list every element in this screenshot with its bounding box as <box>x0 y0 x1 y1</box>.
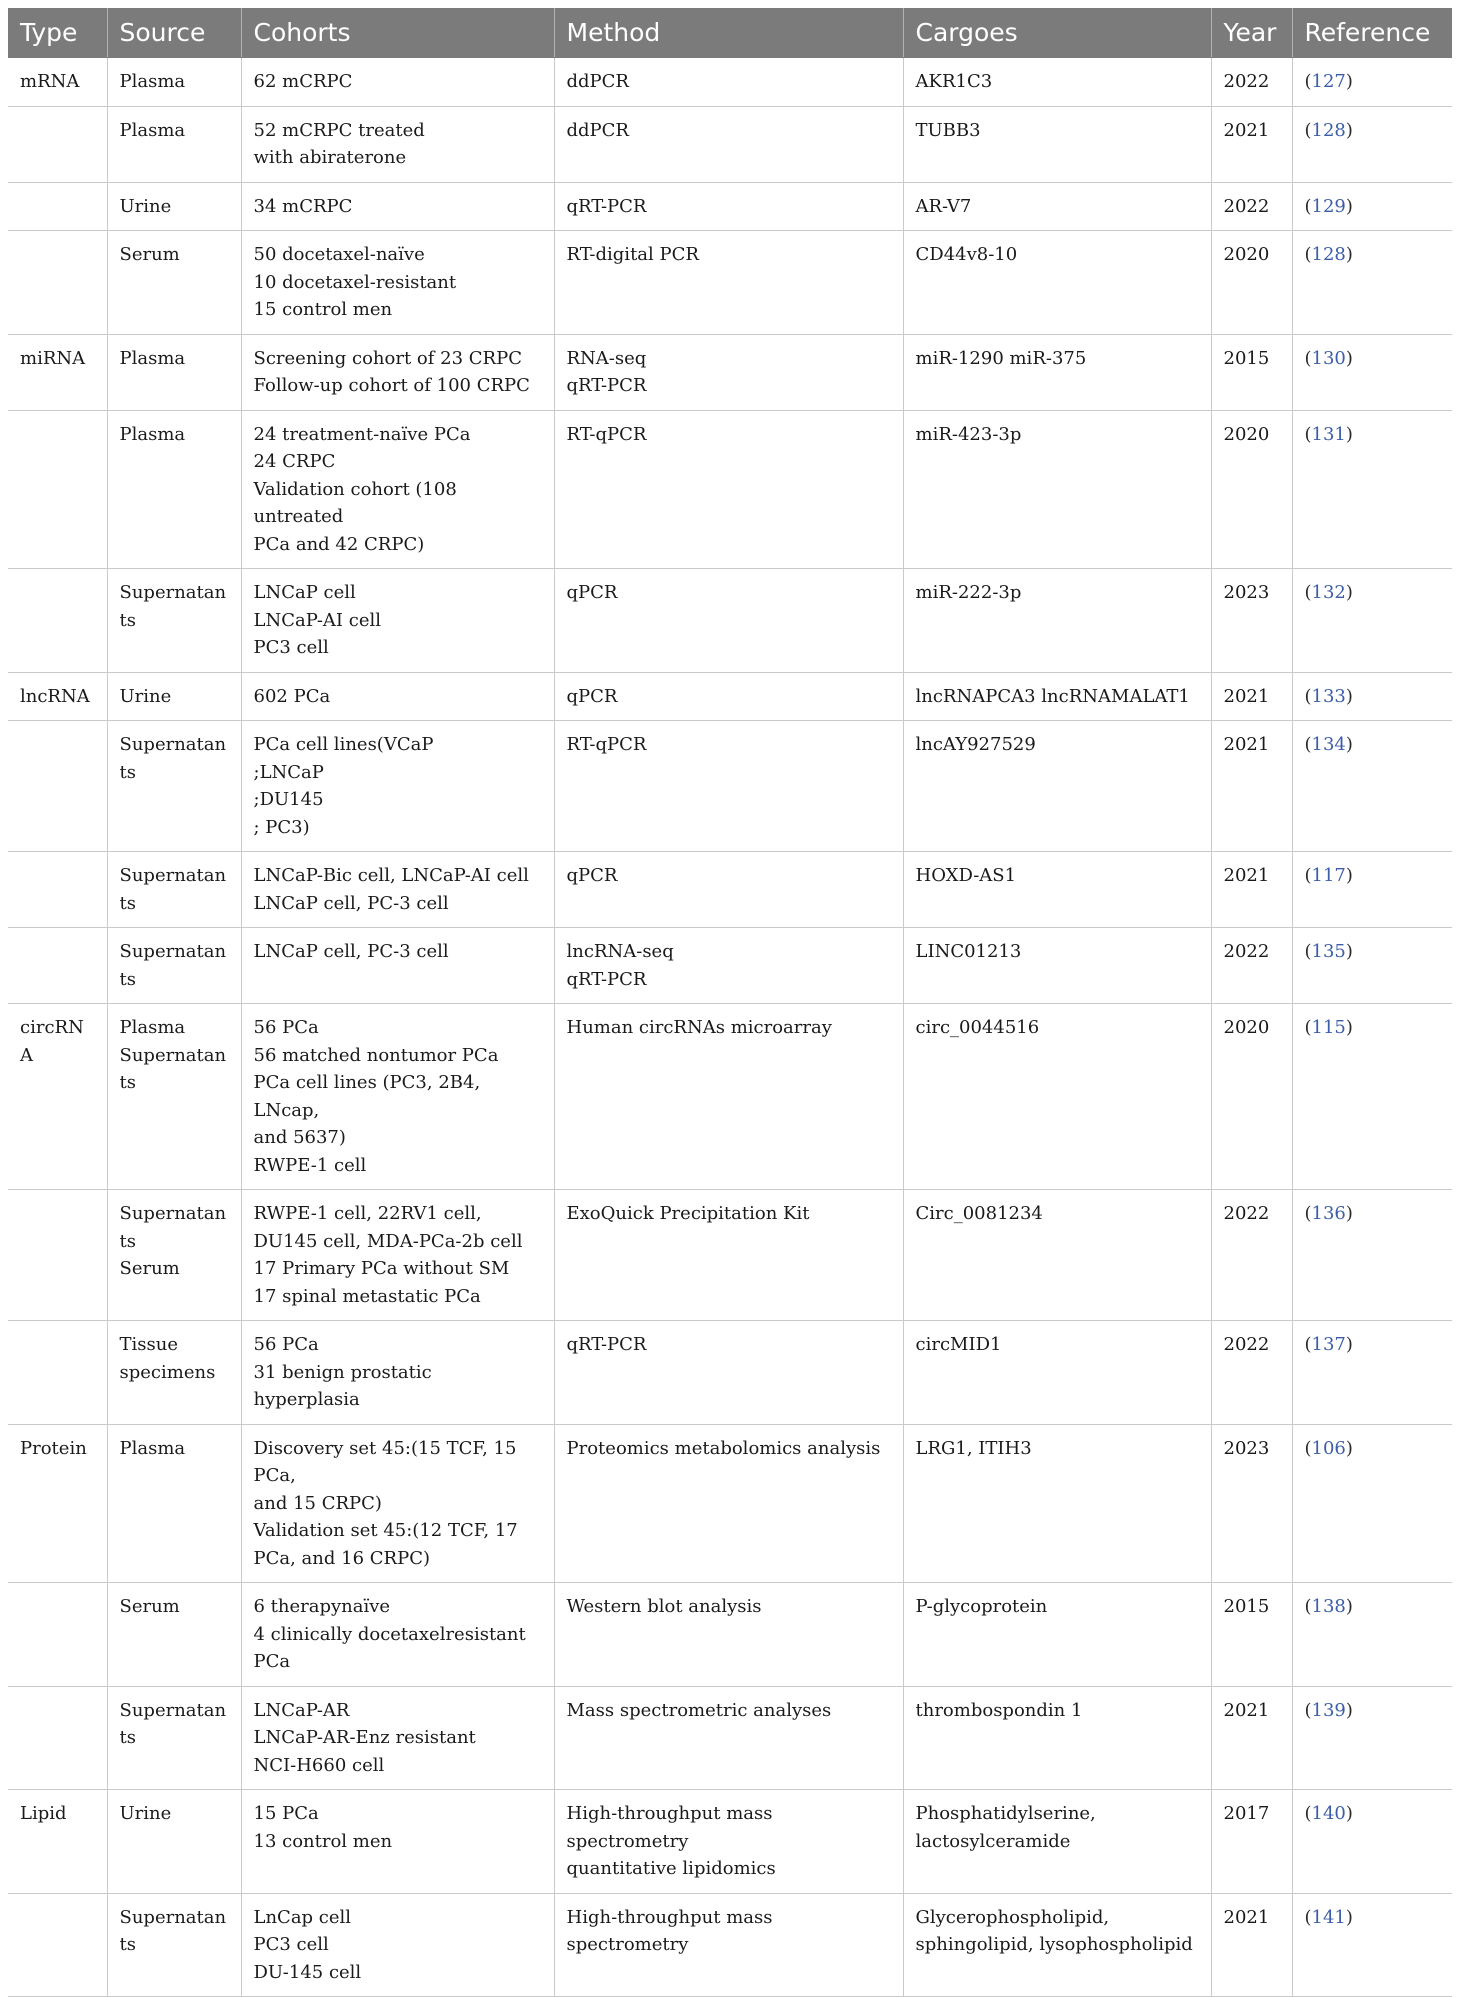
cell-source <box>107 410 241 569</box>
cohorts-line: 24 CRPC <box>253 451 336 472</box>
cell-type: mRNA <box>8 58 107 107</box>
cell-source <box>107 231 241 335</box>
table-row <box>8 1893 1452 1997</box>
cell-source <box>107 1686 241 1790</box>
cell-year: 2022 <box>1211 928 1292 1004</box>
cell-cargoes <box>903 569 1211 673</box>
cargoes-line: circMID1 <box>915 1334 1002 1355</box>
cohorts-line: Validation cohort (108 untreated <box>253 478 457 527</box>
cell-reference: (140) <box>1292 1790 1452 1894</box>
cell-source <box>107 1004 241 1190</box>
cell-cohorts <box>241 721 554 852</box>
cell-cohorts <box>241 1583 554 1687</box>
cargoes-line: Circ_0081234 <box>915 1203 1043 1224</box>
cell-reference: (141) <box>1292 1893 1452 1997</box>
cell-reference: (128) <box>1292 106 1452 182</box>
cell-reference: (135) <box>1292 928 1452 1004</box>
cohorts-line: 50 docetaxel-naïve <box>253 244 425 265</box>
source-line: Plasma <box>119 119 186 141</box>
cargoes-line: AKR1C3 <box>915 71 993 92</box>
cell-method <box>554 1004 903 1190</box>
reference-link[interactable]: 137 <box>1311 1334 1346 1355</box>
method-line: Western blot analysis <box>566 1596 762 1617</box>
column-header-source: Source <box>107 8 241 58</box>
cell-cohorts <box>241 928 554 1004</box>
cohorts-line: Screening cohort of 23 CRPC <box>253 347 522 369</box>
cell-reference: (133) <box>1292 672 1452 721</box>
cell-cargoes <box>903 1583 1211 1687</box>
reference-link[interactable]: 141 <box>1311 1906 1346 1928</box>
source-line: Plasma <box>119 1017 186 1038</box>
method-line: ddPCR <box>566 119 629 141</box>
reference-link[interactable]: 138 <box>1311 1596 1346 1617</box>
source-line: Supernatants <box>119 1699 227 1748</box>
cell-cargoes <box>903 1004 1211 1190</box>
method-line: High-throughput mass spectrometry <box>566 1906 773 1955</box>
table-row <box>8 410 1452 569</box>
cell-reference: (131) <box>1292 410 1452 569</box>
method-line: High-throughput mass spectrometry <box>566 1803 773 1852</box>
reference-link[interactable]: 129 <box>1311 195 1346 217</box>
cell-year: 2015 <box>1211 1583 1292 1687</box>
cell-reference: (127) <box>1292 58 1452 107</box>
source-line: Plasma <box>119 423 186 445</box>
cohorts-line: 31 benign prostatic hyperplasia <box>253 1361 432 1410</box>
cohorts-line: Follow-up cohort of 100 CRPC <box>253 375 530 396</box>
cohorts-line: ;DU145 <box>253 789 324 810</box>
reference-link[interactable]: 135 <box>1311 941 1346 962</box>
cell-method <box>554 1190 903 1321</box>
cargoes-line: miR-423-3p <box>915 423 1022 445</box>
cohorts-line: PC3 cell <box>253 637 329 658</box>
cell-cohorts <box>241 1790 554 1894</box>
cell-year: 2021 <box>1211 1893 1292 1997</box>
table-row <box>8 928 1452 1004</box>
cell-type: Lipid <box>8 1790 107 1894</box>
cohorts-line: with abiraterone <box>253 147 407 168</box>
source-line: Supernatants <box>119 1044 227 1093</box>
source-line: Supernatants <box>119 734 227 783</box>
cohorts-line: 56 matched nontumor PCa <box>253 1044 499 1066</box>
cell-method <box>554 334 903 410</box>
cell-year: 2021 <box>1211 672 1292 721</box>
method-line: ExoQuick Precipitation Kit <box>566 1203 810 1224</box>
cohorts-line: 62 mCRPC <box>253 71 353 92</box>
cell-reference: (138) <box>1292 1583 1452 1687</box>
cell-source <box>107 106 241 182</box>
cell-reference: (136) <box>1292 1190 1452 1321</box>
cell-source <box>107 1321 241 1425</box>
cargoes-line: AR-V7 <box>915 195 972 217</box>
cell-year: 2020 <box>1211 231 1292 335</box>
source-line: Urine <box>119 1803 172 1824</box>
cell-source <box>107 569 241 673</box>
cell-method <box>554 569 903 673</box>
cargoes-line: LRG1, ITIH3 <box>915 1437 1032 1459</box>
cell-type <box>8 182 107 231</box>
cell-cohorts <box>241 1424 554 1583</box>
cell-source <box>107 721 241 852</box>
reference-link[interactable]: 130 <box>1311 347 1346 369</box>
cargoes-line: lactosylceramide <box>915 1830 1071 1852</box>
cohorts-line: ; PC3) <box>253 816 310 838</box>
cohorts-line: PCa, and 16 CRPC) <box>253 1547 430 1569</box>
cohorts-line: 17 spinal metastatic PCa <box>253 1285 481 1307</box>
cohorts-line: 24 treatment-naïve PCa <box>253 423 471 445</box>
cell-year: 2022 <box>1211 182 1292 231</box>
cohorts-line: PCa cell lines(VCaP <box>253 734 434 755</box>
method-line: quantitative lipidomics <box>566 1858 776 1879</box>
cell-type <box>8 1893 107 1997</box>
reference-link[interactable]: 106 <box>1311 1437 1346 1459</box>
cell-method <box>554 672 903 721</box>
column-header-reference: Reference <box>1292 8 1452 58</box>
table-row <box>8 1321 1452 1425</box>
cell-cargoes <box>903 1424 1211 1583</box>
method-line: RT-qPCR <box>566 734 647 755</box>
cell-type: lncRNA <box>8 672 107 721</box>
cell-type <box>8 852 107 928</box>
column-header-method: Method <box>554 8 903 58</box>
cohorts-line: Discovery set 45:(15 TCF, 15 PCa, <box>253 1437 517 1486</box>
table-row <box>8 1790 1452 1894</box>
table-row <box>8 569 1452 673</box>
cell-cargoes <box>903 928 1211 1004</box>
cell-cargoes <box>903 721 1211 852</box>
cell-method <box>554 182 903 231</box>
cohorts-line: and 15 CRPC) <box>253 1492 382 1514</box>
cell-year: 2021 <box>1211 106 1292 182</box>
cell-cohorts <box>241 852 554 928</box>
cell-cohorts <box>241 1004 554 1190</box>
cargoes-line: sphingolipid, lysophospholipid <box>915 1934 1193 1955</box>
cargoes-line: lncRNAPCA3 lncRNAMALAT1 <box>915 685 1190 707</box>
cell-cargoes <box>903 58 1211 107</box>
cell-cargoes <box>903 1190 1211 1321</box>
cell-reference: (130) <box>1292 334 1452 410</box>
table-row <box>8 58 1452 107</box>
cell-method <box>554 58 903 107</box>
cohorts-line: LNCaP-AR <box>253 1699 350 1721</box>
cell-method <box>554 721 903 852</box>
reference-link[interactable]: 127 <box>1311 71 1346 92</box>
cell-source <box>107 334 241 410</box>
cell-type <box>8 410 107 569</box>
cell-type: Protein <box>8 1424 107 1583</box>
column-header-year: Year <box>1211 8 1292 58</box>
source-line: Plasma <box>119 1437 186 1459</box>
cell-year: 2022 <box>1211 1321 1292 1425</box>
cell-source <box>107 1424 241 1583</box>
source-line: Supernatants <box>119 865 227 914</box>
cohorts-line: 13 control men <box>253 1830 393 1852</box>
cell-year: 2023 <box>1211 1424 1292 1583</box>
cohorts-line: LNCaP-AI cell <box>253 609 381 631</box>
cell-source <box>107 58 241 107</box>
cell-reference: (129) <box>1292 182 1452 231</box>
table-row <box>8 334 1452 410</box>
cell-method <box>554 928 903 1004</box>
cell-reference: (139) <box>1292 1686 1452 1790</box>
cell-year: 2020 <box>1211 1004 1292 1190</box>
table-row <box>8 721 1452 852</box>
cell-source <box>107 1790 241 1894</box>
cell-cohorts <box>241 182 554 231</box>
cell-reference: (106) <box>1292 1424 1452 1583</box>
cargoes-line: circ_0044516 <box>915 1017 1040 1038</box>
cell-cargoes <box>903 852 1211 928</box>
method-line: RNA-seq <box>566 347 647 369</box>
cell-type <box>8 1583 107 1687</box>
cell-source <box>107 852 241 928</box>
cargoes-line: CD44v8-10 <box>915 244 1018 265</box>
cell-type <box>8 231 107 335</box>
cell-method <box>554 1686 903 1790</box>
cohorts-line: LNCaP cell <box>253 582 356 603</box>
cell-year: 2015 <box>1211 334 1292 410</box>
table-row <box>8 182 1452 231</box>
reference-link[interactable]: 140 <box>1311 1803 1346 1824</box>
cell-reference: (132) <box>1292 569 1452 673</box>
cell-cargoes <box>903 1893 1211 1997</box>
method-line: qRT-PCR <box>566 375 647 396</box>
cohorts-line: 602 PCa <box>253 685 331 707</box>
cell-cargoes <box>903 1790 1211 1894</box>
source-line: Serum <box>119 1596 180 1617</box>
cell-reference: (134) <box>1292 721 1452 852</box>
reference-link[interactable]: 115 <box>1311 1017 1346 1038</box>
method-line: ddPCR <box>566 71 629 92</box>
cell-type: miRNA <box>8 334 107 410</box>
cohorts-line: PCa cell lines (PC3, 2B4, LNcap, <box>253 1072 481 1121</box>
cell-type <box>8 1321 107 1425</box>
cohorts-line: 56 PCa <box>253 1334 319 1355</box>
cargoes-line: miR-222-3p <box>915 582 1022 603</box>
method-line: qRT-PCR <box>566 968 647 990</box>
cell-cohorts <box>241 410 554 569</box>
cell-reference: (128) <box>1292 231 1452 335</box>
cell-source <box>107 1190 241 1321</box>
cell-cargoes <box>903 1686 1211 1790</box>
cohorts-line: 15 control men <box>253 299 393 320</box>
method-line: RT-digital PCR <box>566 244 699 265</box>
cohorts-line: NCI-H660 cell <box>253 1754 385 1776</box>
data-table <box>8 8 1452 1997</box>
cell-cargoes <box>903 106 1211 182</box>
cell-type: circRNA <box>8 1004 107 1190</box>
cargoes-line: Glycerophospholipid, <box>915 1906 1110 1928</box>
method-line: Human circRNAs microarray <box>566 1017 832 1038</box>
cell-cohorts <box>241 1190 554 1321</box>
cohorts-line: RWPE-1 cell <box>253 1154 367 1176</box>
method-line: lncRNA-seq <box>566 941 674 962</box>
cohorts-line: Validation set 45:(12 TCF, 17 <box>253 1520 518 1541</box>
cell-cohorts <box>241 106 554 182</box>
column-header-cohorts: Cohorts <box>241 8 554 58</box>
cell-year: 2022 <box>1211 58 1292 107</box>
table-row <box>8 852 1452 928</box>
cargoes-line: miR-1290 miR-375 <box>915 347 1087 369</box>
cell-type <box>8 721 107 852</box>
cohorts-line: LNCaP cell, PC-3 cell <box>253 892 449 914</box>
cohorts-line: 10 docetaxel-resistant <box>253 271 457 293</box>
source-line: Supernatants <box>119 582 227 631</box>
reference-link[interactable]: 139 <box>1311 1699 1346 1721</box>
method-line: qRT-PCR <box>566 195 647 217</box>
table-row <box>8 1190 1452 1321</box>
cell-cargoes <box>903 334 1211 410</box>
cell-type <box>8 928 107 1004</box>
cell-source <box>107 672 241 721</box>
cohorts-line: 15 PCa <box>253 1803 319 1824</box>
cell-method <box>554 1893 903 1997</box>
cohorts-line: LnCap cell <box>253 1906 352 1928</box>
cell-year: 2017 <box>1211 1790 1292 1894</box>
cohorts-line: 34 mCRPC <box>253 195 353 217</box>
cohorts-line: 17 Primary PCa without SM <box>253 1258 510 1279</box>
cell-cohorts <box>241 1321 554 1425</box>
cohorts-line: PC3 cell <box>253 1934 329 1955</box>
cohorts-line: and 5637) <box>253 1127 346 1148</box>
cell-source <box>107 928 241 1004</box>
cohorts-line: PCa and 42 CRPC) <box>253 533 425 555</box>
cell-method <box>554 1424 903 1583</box>
cell-year: 2021 <box>1211 721 1292 852</box>
cell-year: 2021 <box>1211 1686 1292 1790</box>
cell-type <box>8 1686 107 1790</box>
cell-cargoes <box>903 672 1211 721</box>
table-row <box>8 1424 1452 1583</box>
table-row <box>8 1686 1452 1790</box>
cell-year: 2022 <box>1211 1190 1292 1321</box>
cell-source <box>107 1893 241 1997</box>
source-line: specimens <box>119 1361 216 1383</box>
table-row <box>8 1583 1452 1687</box>
table-row <box>8 106 1452 182</box>
table-container <box>8 8 1452 1997</box>
table-header-row <box>8 8 1452 58</box>
cell-cargoes <box>903 1321 1211 1425</box>
cohorts-line: 56 PCa <box>253 1017 319 1038</box>
cell-year: 2020 <box>1211 410 1292 569</box>
cell-cohorts <box>241 231 554 335</box>
cohorts-line: ;LNCaP <box>253 761 324 783</box>
cell-method <box>554 1321 903 1425</box>
cell-cargoes <box>903 231 1211 335</box>
method-line: Proteomics metabolomics analysis <box>566 1437 881 1459</box>
cell-reference: (137) <box>1292 1321 1452 1425</box>
cell-method <box>554 231 903 335</box>
cargoes-line: lncAY927529 <box>915 734 1036 755</box>
cell-method <box>554 1790 903 1894</box>
cohorts-line: LNCaP-Bic cell, LNCaP-AI cell <box>253 865 529 886</box>
cell-cargoes <box>903 410 1211 569</box>
reference-link[interactable]: 133 <box>1311 685 1346 707</box>
cell-cohorts <box>241 672 554 721</box>
cell-reference: (117) <box>1292 852 1452 928</box>
cell-method <box>554 106 903 182</box>
cohorts-line: 6 therapynaïve <box>253 1596 391 1617</box>
source-line: Urine <box>119 685 172 707</box>
source-line: Serum <box>119 1258 180 1279</box>
cell-cohorts <box>241 58 554 107</box>
table-row <box>8 1004 1452 1190</box>
cohorts-line: LNCaP-AR-Enz resistant <box>253 1727 476 1748</box>
cell-source <box>107 1583 241 1687</box>
cargoes-line: TUBB3 <box>915 119 981 141</box>
cargoes-line: Phosphatidylserine, <box>915 1803 1096 1824</box>
cohorts-line: DU-145 cell <box>253 1961 362 1983</box>
reference-link[interactable]: 132 <box>1311 582 1346 603</box>
method-line: qPCR <box>566 865 618 886</box>
source-line: Plasma <box>119 347 186 369</box>
source-line: Urine <box>119 195 172 217</box>
cell-cohorts <box>241 1893 554 1997</box>
cell-type <box>8 569 107 673</box>
cohorts-line: RWPE-1 cell, 22RV1 cell, <box>253 1203 482 1224</box>
cargoes-line: thrombospondin 1 <box>915 1699 1083 1721</box>
cell-cohorts <box>241 569 554 673</box>
cell-method <box>554 1583 903 1687</box>
cohorts-line: LNCaP cell, PC-3 cell <box>253 941 449 962</box>
cell-method <box>554 852 903 928</box>
source-line: Plasma <box>119 71 186 92</box>
source-line: Supernatants <box>119 1203 227 1252</box>
reference-link[interactable]: 134 <box>1311 734 1346 755</box>
reference-link[interactable]: 131 <box>1311 423 1346 445</box>
method-line: qPCR <box>566 685 618 707</box>
cell-cohorts <box>241 1686 554 1790</box>
cell-method <box>554 410 903 569</box>
method-line: qRT-PCR <box>566 1334 647 1355</box>
method-line: RT-qPCR <box>566 423 647 445</box>
cell-cohorts <box>241 334 554 410</box>
cargoes-line: HOXD-AS1 <box>915 865 1017 886</box>
source-line: Serum <box>119 244 180 265</box>
cohorts-line: 4 clinically docetaxelresistant PCa <box>253 1623 526 1672</box>
column-header-cargoes: Cargoes <box>903 8 1211 58</box>
table-row <box>8 231 1452 335</box>
source-line: Supernatants <box>119 1906 227 1955</box>
cell-cargoes <box>903 182 1211 231</box>
reference-link[interactable]: 117 <box>1311 865 1346 886</box>
table-row <box>8 672 1452 721</box>
cell-reference: (115) <box>1292 1004 1452 1190</box>
cargoes-line: P-glycoprotein <box>915 1596 1048 1617</box>
column-header-type: Type <box>8 8 107 58</box>
cohorts-line: 52 mCRPC treated <box>253 119 425 141</box>
reference-link[interactable]: 128 <box>1311 119 1346 141</box>
cohorts-line: DU145 cell, MDA-PCa-2b cell <box>253 1230 523 1252</box>
cell-type <box>8 1190 107 1321</box>
cell-source <box>107 182 241 231</box>
table-body <box>8 58 1452 1997</box>
cell-year: 2021 <box>1211 852 1292 928</box>
method-line: Mass spectrometric analyses <box>566 1699 832 1721</box>
source-line: Tissue <box>119 1334 178 1355</box>
cargoes-line: LINC01213 <box>915 941 1022 962</box>
method-line: qPCR <box>566 582 618 603</box>
cell-year: 2023 <box>1211 569 1292 673</box>
source-line: Supernatants <box>119 941 227 990</box>
reference-link[interactable]: 128 <box>1311 244 1346 265</box>
cell-type <box>8 106 107 182</box>
reference-link[interactable]: 136 <box>1311 1203 1346 1224</box>
